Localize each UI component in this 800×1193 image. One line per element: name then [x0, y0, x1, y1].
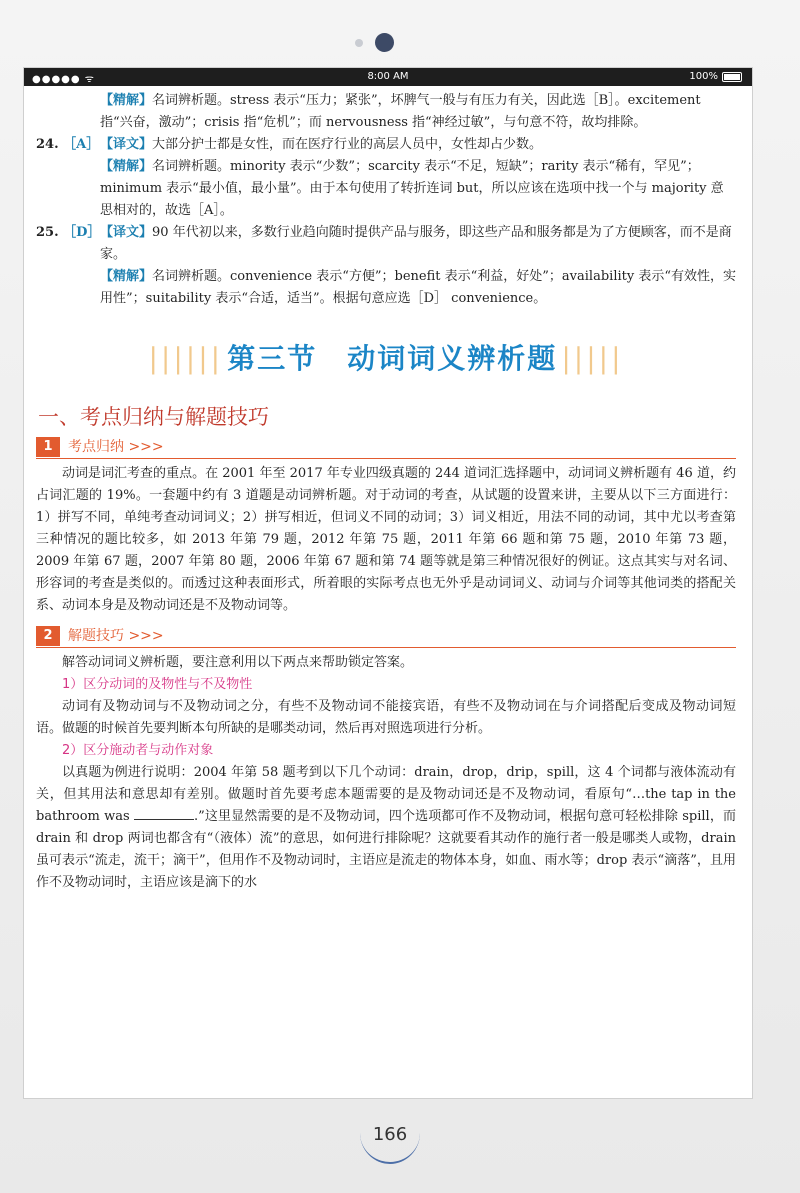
explain-text: 名词辨析题。convenience 表示“方便”；benefit 表示“利益，好处”；availability 表示“有效性，实用性”；suitability 表示“合适，适当”。根据句意应选［D］ convenience。 — [100, 269, 736, 306]
status-bar — [24, 68, 752, 86]
battery-icon — [722, 72, 742, 82]
paragraph-4-part-b: .”这里显然需要的是不及物动词，四个选项都可作不及物动词，根据句意可轻松排除 spill，而 drain 和 drop 两词也都含有“（液体）流”的意思，如何进行排除呢？这就要看其动作的施行者一般是哪类人或物，drain 虽可表示“流走，流干；滴干”，但用作不及物动词时，主语应是流走的物体本身，如血、雨水等；drop 表示“滴落”，且用作不及物动词时，主语应该是滴下的水 — [36, 809, 736, 890]
subheading-3a: 1）区分动词的及物性与不及物性 — [62, 677, 253, 692]
entry-24 — [36, 134, 736, 156]
section-title: 第三节 动词词义辨析题 — [227, 342, 558, 375]
translation-tag: 【译文】 — [100, 137, 153, 152]
number-text: 24. — [36, 137, 59, 152]
answer-mark: ［A］ — [63, 137, 100, 152]
screen — [24, 68, 752, 1098]
answer-mark: ［D］ — [63, 225, 101, 240]
paragraph-1: 动词是词汇考查的重点。在 2001 年至 2017 年专业四级真题的 244 道词汇选择题中，动词词义辨析题有 46 道，约占词汇题的 19%。一套题中约有 3 道题是动词辨析题。对于动词的考查，从试题的设置来讲，主要从以下三方面进行：1）拼写不同，单纯考查动词词义；2）拼写相近，但词义不同的动词；3）词义相近，用法不同的动词，其中尤以考查第三种情况的题比较多，如 2013 年第 79 题，2012 年第 75 题，2011 年第 66 题和第 75 题，2010 年第 73 题，2009 年第 67 题，2007 年第 80 题，2006 年第 67 题和第 74 题等就是第三种情况很好的例证。这点其实与对名词、形容词的考查是类似的。而透过这种表面形式，所着眼的实际考点也无外乎是动词词义、动词与介词等其他词类的搭配关系、动词本身是及物动词还是不及物动词等。 — [36, 466, 736, 613]
camera-lens — [375, 33, 394, 52]
decor-bars-left: |||||| — [148, 342, 224, 375]
explain-tag: 【精解】 — [100, 159, 153, 174]
signal-icon: ●●●●● ᯤ — [32, 74, 95, 85]
subheading-number: 2 — [36, 626, 60, 646]
section-heading — [36, 342, 736, 376]
camera-area — [355, 33, 415, 53]
translation-tag: 【译文】 — [100, 225, 153, 240]
heading-level1: 一、考点归纳与解题技巧 — [38, 405, 269, 429]
subheading-title: 解题技巧 >>> — [68, 628, 164, 644]
battery-status — [689, 71, 742, 82]
page-number: 166 — [372, 1124, 408, 1145]
explain-text: 名词辨析题。stress 表示“压力；紧张”，坏脾气一般与有压力有关，因此选［B］。excitement 指“兴奋，激动”；crisis 指“危机”；而 nervousness 指“神经过敏”，与句意不符，故均排除。 — [100, 93, 701, 130]
entry-number — [36, 222, 100, 244]
status-time: 8:00 AM — [367, 71, 409, 82]
explain-text: 名词辨析题。minority 表示“少数”；scarcity 表示“不足，短缺”；rarity 表示“稀有，罕见”；minimum 表示“最小值，最小量”。由于本句使用了转折连词 but，所以应该在选项中找一个与 majority 意思相对的，故选［A］。 — [100, 159, 724, 218]
paragraph-4 — [36, 762, 736, 894]
explain-24 — [36, 156, 736, 222]
explain-tag: 【精解】 — [100, 269, 153, 284]
paragraph-2: 解答动词词义辨析题，要注意利用以下两点来帮助锁定答案。 — [62, 655, 414, 670]
subheading-title: 考点归纳 >>> — [68, 439, 164, 455]
explain-tag: 【精解】 — [100, 93, 153, 108]
translation-text: 大部分护士都是女性，而在医疗行业的高层人员中，女性却占少数。 — [152, 137, 543, 152]
explain-25 — [36, 266, 736, 310]
entry-25 — [36, 222, 736, 266]
page-number-badge — [360, 1102, 420, 1164]
paragraph-3: 动词有及物动词与不及物动词之分，有些不及物动词不能接宾语，有些不及物动词在与介词搭配后变成及物动词短语。做题的时候首先要判断本句所缺的是哪类动词，然后再对照选项进行分析。 — [36, 699, 736, 736]
subheading-1 — [36, 436, 736, 459]
subheading-2 — [36, 625, 736, 648]
number-text: 25. — [36, 225, 59, 240]
fill-blank — [134, 807, 194, 820]
battery-percent: 100% — [689, 71, 718, 82]
entry-number — [36, 134, 99, 156]
explain-23 — [36, 90, 736, 134]
page-content — [24, 86, 752, 894]
sensor-dot — [355, 39, 363, 47]
subheading-number: 1 — [36, 437, 60, 457]
decor-bars-right: ||||| — [561, 342, 624, 375]
translation-text: 90 年代初以来，多数行业趋向随时提供产品与服务，即这些产品和服务都是为了方便顾客，而不是商家。 — [100, 225, 732, 262]
subheading-3b: 2）区分施动者与动作对象 — [62, 743, 214, 758]
paragraph-4-part-a: 以真题为例进行说明：2004 年第 58 题考到以下几个动词：drain，drop，drip，spill，这 4 个词都与液体流动有关，但其用法和意思却有差别。做题时首先要考虑本题需要的是及物动词还是不及物动词，看原句“…the tap in the bathroom was — [36, 765, 736, 824]
